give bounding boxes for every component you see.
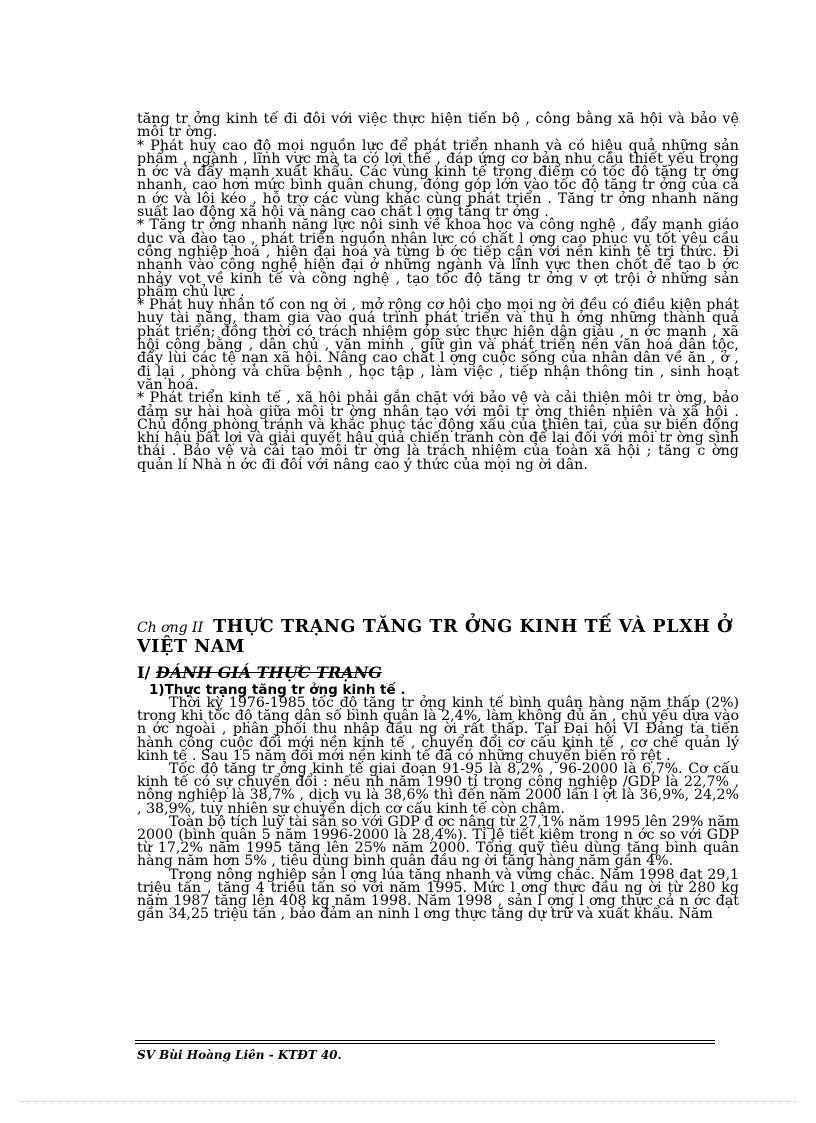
paragraph-bullet-environment: * Phát triển kinh tế , xã hội phải gắn chặt với bảo vệ và cải thiện môi tr ờng, bảo đảm sự hài hoà giữa môi tr ờng nhân tạo với môi tr ờng thiên nhiên và xã hội . Chủ động phòng tránh và khắc phục tác động xấu của thiên tai, của sự biến động khí hậu bất lợi và giải quyết hậu quả chiến tranh còn để lại đối với môi tr ờng sinh thái . Bảo vệ và cải tạo môi tr ờng là trách nhiệm của toàn xã hội ; tăng c ờng quản lí Nhà n ớc đi đôi với nâng cao ý thức của mọi ng ời dân.: [137, 390, 739, 473]
paragraph-accumulation: Toàn bộ tích luỹ tài sản so với GDP đ ợc nâng từ 27,1% năm 1995 lên 29% năm 2000 (bình quân 5 năm 1996-2000 là 28,4%). Tỉ lệ tiết kiệm trong n ớc so với GDP từ 17,2% năm 1995 tăng lên 25% năm 2000. Tổng quỹ tiêu dùng tăng bình quân hàng năm hơn 5% , tiêu dùng bình quân đầu ng ời tăng hàng năm gần 4%.: [137, 813, 739, 870]
footer-rule-top: [135, 1040, 715, 1041]
body-text-lower: [137, 697, 739, 921]
section-title: ĐÁNH GIÁ THỰC TRẠNG: [155, 663, 382, 682]
paragraph-bullet-resources: * Phát huy cao độ mọi nguồn lực để phát triển nhanh và có hiệu quả những sản phẩm , ngành , lĩnh vực mà ta có lợi thế , đáp ứng cơ bản nhu cầu thiết yếu trong n ớc và đẩy mạnh xuất khẩu. Các vùng kinh tế trọng điểm có tốc độ tăng tr ởng nhanh, cao hơn mức bình quân chung, đóng góp lớn vào tốc độ tăng tr ởng của cả n ớc và lôi kéo , hỗ trợ các vùng khác cùng phát triển . Tăng tr ởng nhanh năng suất lao động xã hội và nâng cao chất l ợng tăng tr ởng .: [137, 137, 739, 221]
subsection-heading: 1)Thực trạng tăng tr ởng kinh tế .: [149, 682, 406, 698]
section-heading: [137, 663, 382, 682]
paragraph-bullet-human: * Phát huy nhân tố con ng ời , mở rộng cơ hội cho mọi ng ời đều có điều kiện phát huy tài năng, tham gia vào quá trình phát triển và thụ h ởng những thành quả phát triển; đồng thời có trách nhiệm góp sức thực hiện dân giàu , n ớc mạnh , xã hội công bằng , dân chủ , văn minh , giữ gìn và phát triển nền văn hoá dân tộc, đẩy lùi các tệ nạn xã hội. Nâng cao chất l ợng cuộc sống của nhân dân về ăn , ở , đi lại , phòng và chữa bệnh , học tập , làm việc , tiếp nhận thông tin , sinh hoạt văn hoá.: [137, 297, 739, 393]
chapter-heading: [137, 618, 741, 657]
body-text-upper: [137, 113, 739, 472]
page-bottom-dotted-line: [20, 1101, 796, 1102]
chapter-prefix: Ch ơng II: [137, 620, 204, 636]
chapter-title: THỰC TRẠNG TĂNG TR ỞNG KINH TẾ VÀ PLXH Ở VIỆT NAM: [137, 617, 733, 657]
paragraph-agriculture: Trong nông nghiệp sản l ợng lúa tăng nhanh và vững chắc. Năm 1998 đạt 29,1 triệu tấn , tăng 4 triệu tấn so với năm 1995. Mức l ơng thực đầu ng ời từ 280 kg năm 1987 tăng lên 408 kg năm 1998. Năm 1998 , sản l ợng l ơng thực cả n ớc đạt gần 34,25 triệu tấn , bảo đảm an ninh l ơng thực tăng dự trữ và xuất khẩu. Năm: [137, 866, 739, 923]
paragraph-bullet-science: * Tăng tr ởng nhanh năng lực nội sinh về khoa học và công nghệ , đẩy mạnh giáo dục và đào tạo , phát triển nguồn nhân lực có chất l ợng cao phục vụ tốt yêu cầu công nghiệp hoá , hiện đại hoá và từng b ớc tiếp cận với nền kinh tế tri thức. Đi nhanh vào công nghệ hiện đại ở những ngành và lĩnh vực then chốt để tạo b ớc nhảy vọt về kinh tế và công nghệ , tạo tốc độ tăng tr ởng v ợt trội ở những sản phẩm chủ lực .: [137, 217, 739, 300]
paragraph-period-1976: Thời kỳ 1976-1985 tốc độ tăng tr ởng kinh tế bình quân hàng năm thấp (2%) trong khi tốc độ tăng dân số bình quân là 2,4%, làm không đủ ăn , chủ yếu dựa vào n ớc ngoài , phân phối thu nhập đầu ng ời rất thấp. Tại Đại hội VI Đảng ta tiến hành công cuộc đổi mới nền kinh tế , chuyển đổi cơ cấu kinh tế , cơ chế quản lý kinh tế . Sau 15 năm đổi mới nền kinh tế đã có những chuyển biến rõ rệt .: [137, 695, 739, 764]
paragraph-growth-rate: Tốc độ tăng tr ởng kinh tế giai đoạn 91-95 là 8,2% , 96-2000 là 6,7%. Cơ cấu kinh tế có sự chuyển đổi : nếu nh năm 1990 tỉ trọng công nghiệp /GDP là 22,7% , nông nghiệp là 38,7% , dịch vụ là 38,6% thì đến năm 2000 lần l ợt là 36,9%, 24,2% , 38,9%, tuy nhiên sự chuyển dịch cơ cấu kinh tế còn chậm.: [137, 761, 739, 817]
section-number: I/: [137, 663, 151, 682]
footer-author: SV Bùi Hoàng Liên - KTĐT 40.: [137, 1048, 342, 1062]
paragraph-intro: tăng tr ởng kinh tế đi đôi với việc thực hiện tiến bộ , công bằng xã hội và bảo vệ môi tr ờng.: [137, 111, 739, 141]
footer-rule-bottom: [135, 1043, 715, 1044]
